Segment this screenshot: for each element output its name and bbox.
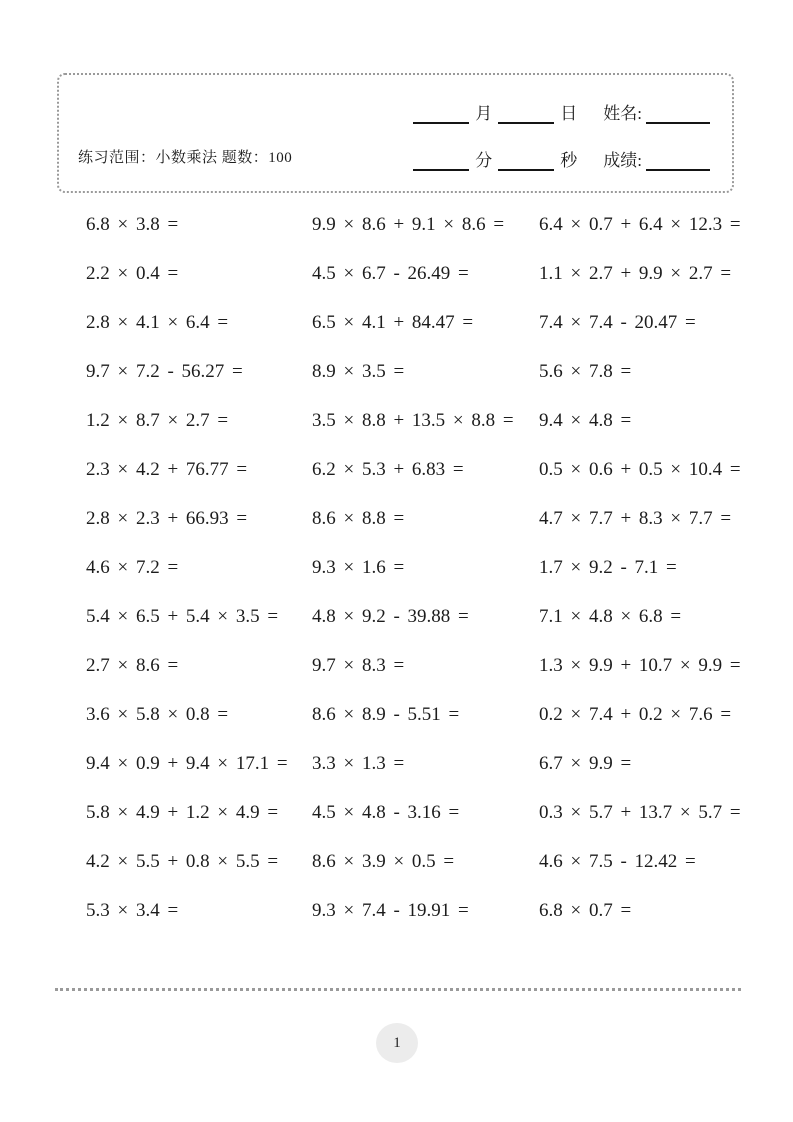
problem-column-1 [86, 200, 312, 935]
problem-text: 9.4 × 0.9 + 9.4 × 17.1 = [86, 752, 288, 774]
problem-text: 0.5 × 0.6 + 0.5 × 10.4 = [539, 458, 741, 480]
problems-grid [86, 200, 773, 935]
problem-text: 7.4 × 7.4 - 20.47 = [539, 311, 696, 333]
problem-text: 9.7 × 7.2 - 56.27 = [86, 360, 243, 382]
problem-text: 6.8 × 3.8 = [86, 213, 179, 235]
problem-text: 6.4 × 0.7 + 6.4 × 12.3 = [539, 213, 741, 235]
problem-text: 2.8 × 2.3 + 66.93 = [86, 507, 248, 529]
page-divider-dotted-line [55, 988, 741, 991]
problem-text: 5.8 × 4.9 + 1.2 × 4.9 = [86, 801, 279, 823]
name-label: 姓名: [603, 104, 642, 123]
problem-text: 9.7 × 8.3 = [312, 654, 405, 676]
day-blank [498, 106, 554, 124]
problem-column-3 [539, 200, 773, 935]
day-label: 日 [560, 104, 578, 123]
header-fill-in-area [413, 99, 710, 171]
problem-text: 9.3 × 7.4 - 19.91 = [312, 899, 469, 921]
minute-blank [413, 153, 469, 171]
problem-text: 1.7 × 9.2 - 7.1 = [539, 556, 677, 578]
problem-text: 2.7 × 8.6 = [86, 654, 179, 676]
second-blank [498, 153, 554, 171]
problem-text: 4.8 × 9.2 - 39.88 = [312, 605, 469, 627]
problem-text: 4.6 × 7.2 = [86, 556, 179, 578]
problem-text: 2.8 × 4.1 × 6.4 = [86, 311, 229, 333]
problem-column-2 [312, 200, 539, 935]
page-number: 1 [393, 1034, 401, 1051]
second-label: 秒 [560, 151, 578, 170]
problem-text: 4.5 × 4.8 - 3.16 = [312, 801, 460, 823]
month-blank [413, 106, 469, 124]
problem-text: 5.4 × 6.5 + 5.4 × 3.5 = [86, 605, 279, 627]
problem-text: 4.5 × 6.7 - 26.49 = [312, 262, 469, 284]
problem-text: 9.9 × 8.6 + 9.1 × 8.6 = [312, 213, 505, 235]
problem-text: 7.1 × 4.8 × 6.8 = [539, 605, 682, 627]
problem-text: 8.9 × 3.5 = [312, 360, 405, 382]
problem-text: 3.3 × 1.3 = [312, 752, 405, 774]
problem-text: 4.6 × 7.5 - 12.42 = [539, 850, 696, 872]
problem-text: 2.2 × 0.4 = [86, 262, 179, 284]
problem-text: 0.2 × 7.4 + 0.2 × 7.6 = [539, 703, 732, 725]
problem-text: 3.6 × 5.8 × 0.8 = [86, 703, 229, 725]
practice-info-text: 练习范围：小数乘法 题数：100 [78, 150, 293, 166]
problem-text: 2.3 × 4.2 + 76.77 = [86, 458, 248, 480]
page-number-badge [376, 1023, 418, 1063]
problem-text: 6.2 × 5.3 + 6.83 = [312, 458, 464, 480]
problem-text: 8.6 × 3.9 × 0.5 = [312, 850, 455, 872]
problem-text: 6.7 × 9.9 = [539, 752, 632, 774]
problem-text: 3.5 × 8.8 + 13.5 × 8.8 = [312, 409, 514, 431]
problem-text: 1.2 × 8.7 × 2.7 = [86, 409, 229, 431]
problem-text: 5.6 × 7.8 = [539, 360, 632, 382]
header-box [57, 73, 734, 193]
problem-text: 6.5 × 4.1 + 84.47 = [312, 311, 474, 333]
time-score-line [413, 146, 710, 171]
date-name-line [413, 99, 710, 124]
problem-text: 0.3 × 5.7 + 13.7 × 5.7 = [539, 801, 741, 823]
problem-text: 1.1 × 2.7 + 9.9 × 2.7 = [539, 262, 732, 284]
name-blank [646, 106, 710, 124]
problem-text: 8.6 × 8.9 - 5.51 = [312, 703, 460, 725]
score-blank [646, 153, 710, 171]
problem-text: 6.8 × 0.7 = [539, 899, 632, 921]
problem-text: 9.3 × 1.6 = [312, 556, 405, 578]
problem-text: 9.4 × 4.8 = [539, 409, 632, 431]
minute-label: 分 [475, 151, 493, 170]
month-label: 月 [475, 104, 493, 123]
score-label: 成绩: [603, 151, 642, 170]
problem-text: 5.3 × 3.4 = [86, 899, 179, 921]
problem-text: 4.2 × 5.5 + 0.8 × 5.5 = [86, 850, 279, 872]
problem-text: 1.3 × 9.9 + 10.7 × 9.9 = [539, 654, 741, 676]
problem-text: 4.7 × 7.7 + 8.3 × 7.7 = [539, 507, 732, 529]
problem-text: 8.6 × 8.8 = [312, 507, 405, 529]
